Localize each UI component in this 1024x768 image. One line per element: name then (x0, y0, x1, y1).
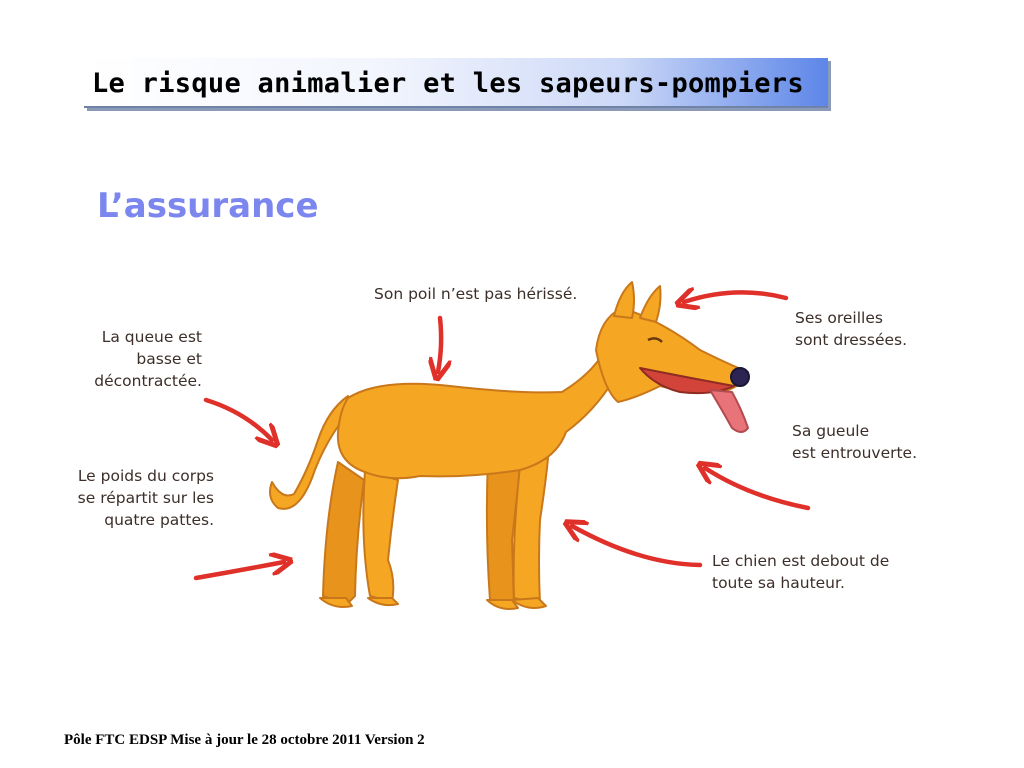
arrow-gueule (705, 468, 808, 508)
dog-figure (270, 282, 749, 609)
slide-subtitle: L’assurance (97, 186, 319, 226)
slide-title: Le risque animalier et les sapeurs-pompiers (92, 68, 804, 99)
arrow-oreilles (684, 292, 786, 302)
slide-footer: Pôle FTC EDSP Mise à jour le 28 octobre 2011 Version 2 (64, 732, 425, 748)
label-oreilles: Ses oreilles sont dressées. (795, 309, 908, 349)
arrow-poil (438, 318, 441, 372)
arrow-queue (206, 400, 272, 440)
arrow-poids (196, 562, 284, 578)
label-poil: Son poil n’est pas hérissé. (374, 285, 578, 303)
arrow-debout (572, 526, 700, 565)
label-queue: La queue est basse et décontractée. (94, 328, 202, 390)
label-gueule: Sa gueule est entrouverte. (792, 422, 918, 462)
label-poids: Le poids du corps se répartit sur les quatre pattes. (77, 467, 214, 529)
label-debout: Le chien est debout de toute sa hauteur. (712, 552, 890, 592)
